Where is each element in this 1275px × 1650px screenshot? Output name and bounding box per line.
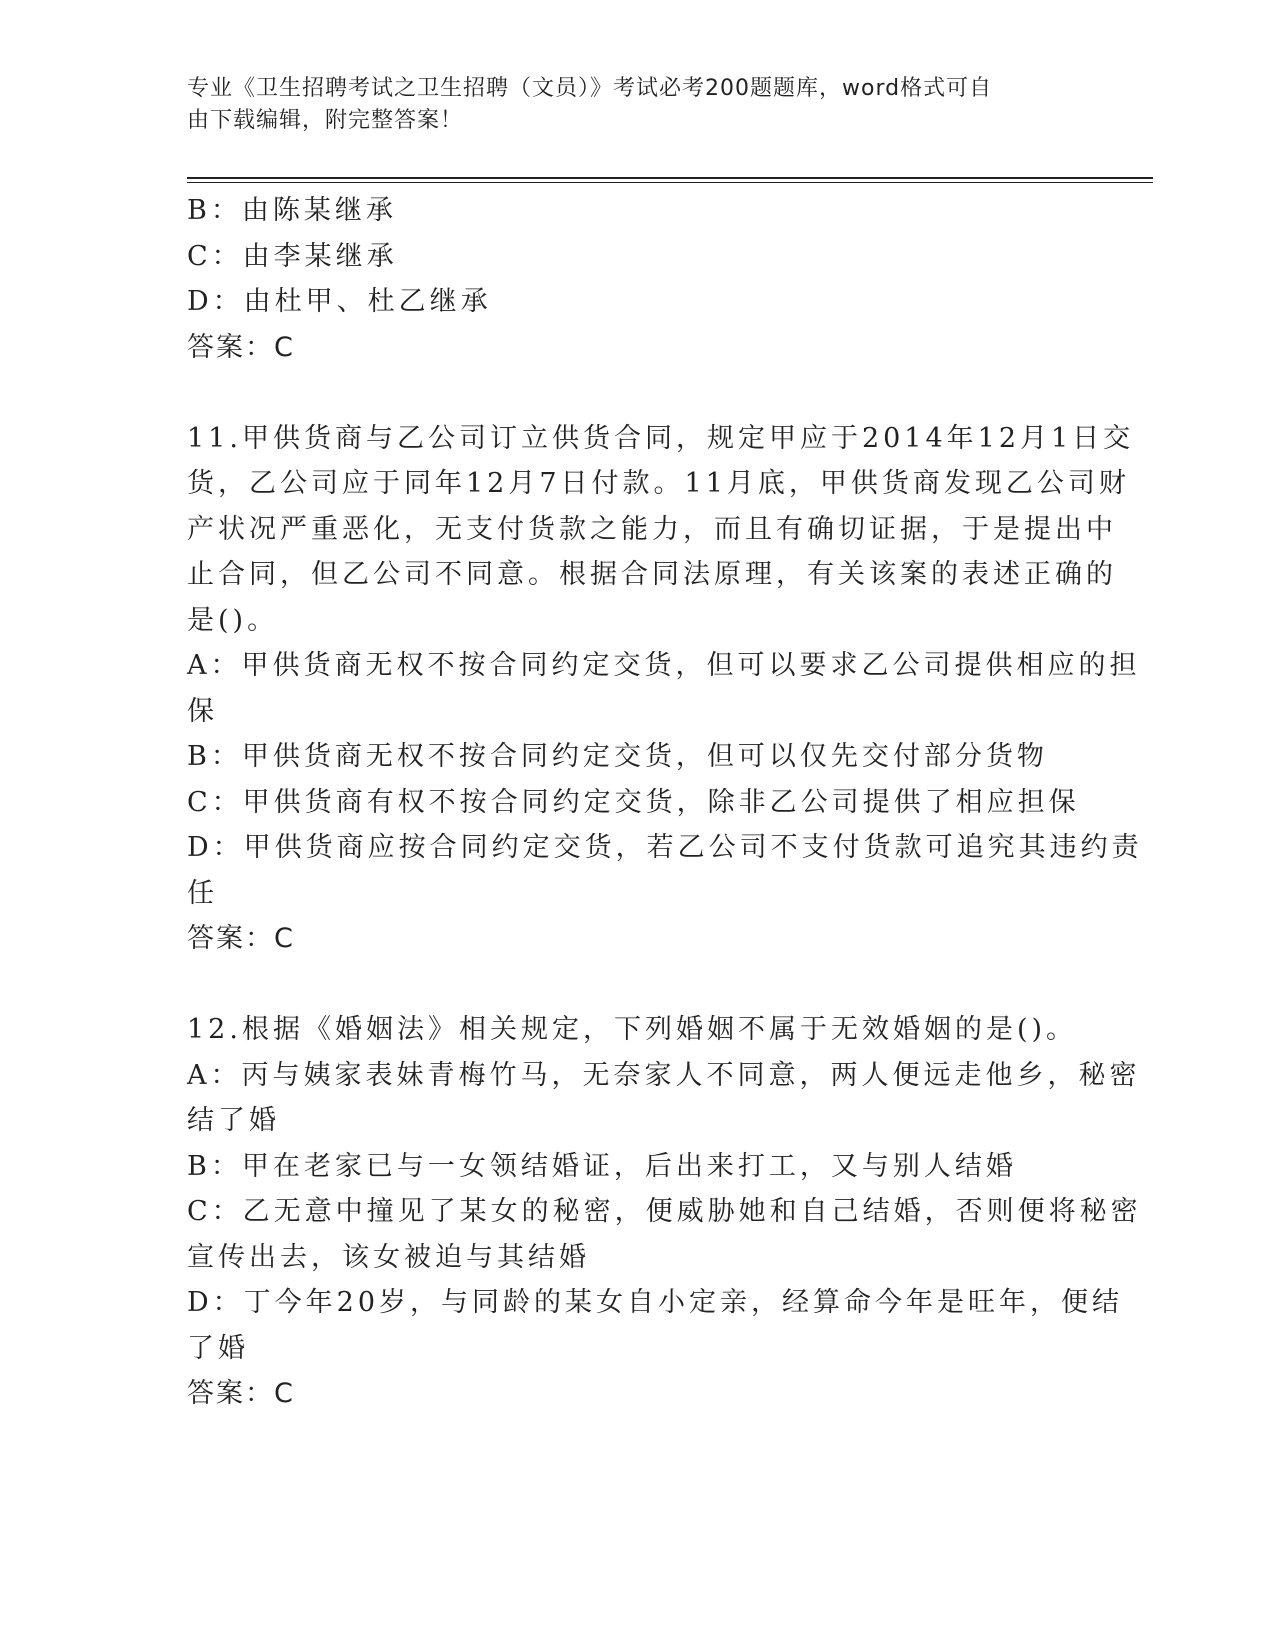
option-c: C：由李某继承 (187, 240, 398, 272)
header-line-1: 专业《卫生招聘考试之卫生招聘（文员）》考试必考200题题库，word格式可自 (187, 76, 993, 101)
option-d-continued: 任 (187, 877, 218, 909)
option-b: B：由陈某继承 (187, 195, 397, 226)
question-stem-line: 产状况严重恶化，无支付货款之能力，而且有确切证据，于是提出中 (187, 513, 1117, 545)
option-a: A：丙与姨家表妹青梅竹马，无奈家人不同意，两人便远走他乡，秘密 (187, 1059, 1141, 1091)
question-12 (187, 1007, 1142, 1417)
answer-line: 答案：C (187, 1378, 295, 1409)
option-b: B：甲在老家已与一女领结婚证，后出来打工，又与别人结婚 (187, 1150, 1017, 1182)
page-header (187, 73, 1067, 137)
option-a: A：甲供货商无权不按合同约定交货，但可以要求乙公司提供相应的担 (187, 650, 1141, 681)
header-divider-thick (187, 177, 1153, 179)
option-c: C：甲供货商有权不按合同约定交货，除非乙公司提供了相应担保 (187, 786, 1080, 818)
spacer (187, 962, 1087, 1008)
option-d: D：甲供货商应按合同约定交货，若乙公司不支付货款可追究其违约责 (187, 832, 1143, 863)
question-11 (187, 416, 1143, 962)
option-d-continued: 了婚 (187, 1332, 249, 1364)
question-stem-line: 止合同，但乙公司不同意。根据合同法原理，有关该案的表述正确的 (187, 559, 1117, 590)
option-d: D：丁今年20岁，与同龄的某女自小定亲，经算命今年是旺年，便结 (187, 1287, 1124, 1318)
header-divider-thin (187, 182, 1153, 183)
answer-line: 答案：C (187, 331, 295, 363)
question-stem-line: 货，乙公司应于同年12月7日付款。11月底，甲供货商发现乙公司财 (187, 468, 1130, 499)
question-10-tail (187, 188, 1087, 370)
header-line-2: 由下载编辑，附完整答案！ (187, 108, 464, 133)
option-c-continued: 宣传出去，该女被迫与其结婚 (187, 1241, 590, 1273)
spacer (187, 370, 1087, 416)
option-a-continued: 结了婚 (187, 1105, 280, 1136)
option-a-continued: 保 (187, 695, 218, 727)
question-stem-line: 11.甲供货商与乙公司订立供货合同，规定甲应于2014年12月1日交 (187, 422, 1135, 454)
question-stem-line: 是()。 (187, 604, 279, 636)
option-c: C：乙无意中撞见了某女的秘密，便威胁她和自己结婚，否则便将秘密 (187, 1196, 1142, 1227)
option-d: D：由杜甲、杜乙继承 (187, 286, 492, 317)
option-b: B：甲供货商无权不按合同约定交货，但可以仅先交付部分货物 (187, 741, 1048, 772)
question-stem-line: 12.根据《婚姻法》相关规定，下列婚姻不属于无效婚姻的是()。 (187, 1014, 1078, 1045)
answer-line: 答案：C (187, 923, 295, 954)
document-body (187, 188, 1143, 1417)
